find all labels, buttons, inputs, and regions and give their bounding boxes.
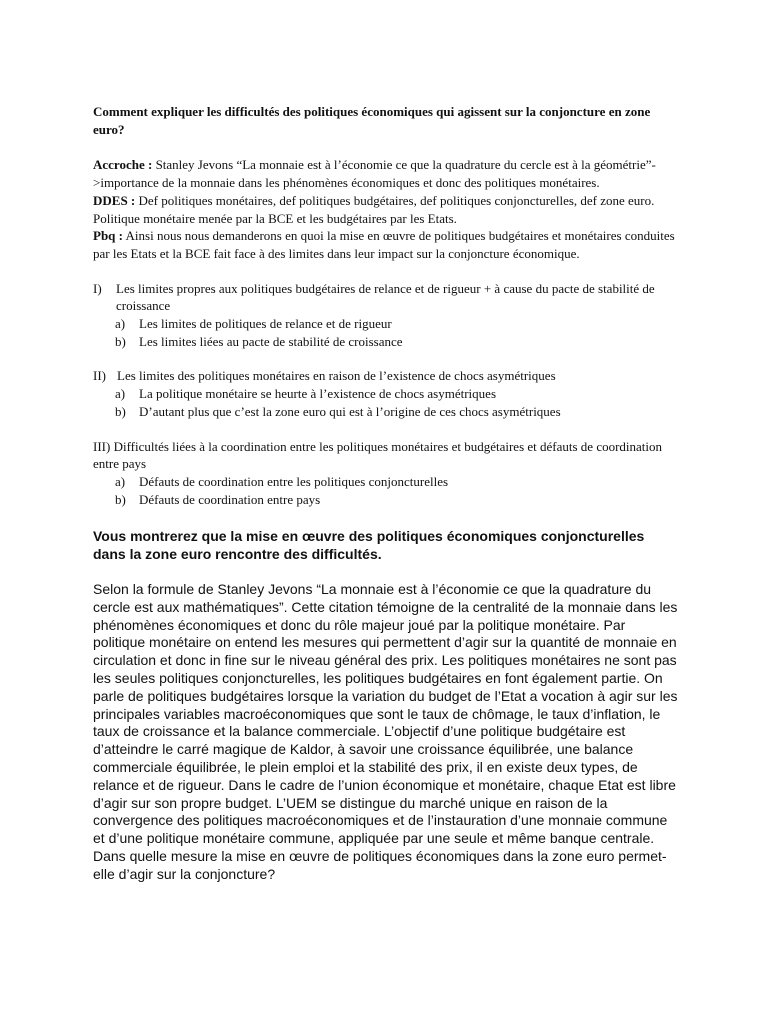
subpart-letter: a) [115, 386, 126, 402]
plan-subpart [93, 491, 678, 509]
plan-part-3: III) Difficultés liées à la coordination entre les politiques monétaires et budgétaires et défauts de coordination entre pays [93, 438, 663, 472]
problem-question: Dans quelle mesure la mise en œuvre de politiques économiques dans la zone euro permet-elle d’agir sur la conjoncture? [93, 847, 667, 882]
subpart-text: D’autant plus que c’est la zone euro qui est à l’origine de ces chocs asymétriques [139, 403, 561, 419]
subject-title: Vous montrerez que la mise en œuvre des politiques économiques conjoncturelles dans la zone euro rencontre des difficultés. [93, 528, 645, 563]
outline-section [93, 103, 678, 508]
introduction-section [93, 528, 678, 883]
subpart-text: La politique monétaire se heurte à l’existence de chocs asymétriques [139, 386, 496, 402]
part-title: Les limites des politiques monétaires en raison de l’existence de chocs asymétriques [117, 368, 556, 384]
document-title: Comment expliquer les difficultés des politiques économiques qui agissent sur la conjoncture en zone euro? [93, 104, 651, 137]
part-title: Les limites propres aux politiques budgétaires de relance et de rigueur + à cause du pacte de stabilité de croissance [116, 280, 655, 314]
document-page [93, 103, 678, 884]
introduction-paragraph: Selon la formule de Stanley Jevons “La monnaie est à l’économie ce que la quadrature du cercle est aux mathématiques”. Cette citation témoigne de la centralité de la monnaie dans les phénomènes économiques et donc du rôle majeur joué par la politique monétaire. Par politique monétaire on entend les mesures qui permettent d’agir sur la quantité de monnaie en circulation et donc in fine sur le niveau général des prix. Les politiques monétaires ne sont pas les seules politiques conjoncturelles, les politiques budgétaires en font également partie. On parle de politiques budgétaires lorsque la variation du budget de l’Etat a vocation à agir sur les principales variables macroéconomiques que sont le taux de chômage, le taux d’inflation, le taux de croissance et la balance commerciale. L’objectif d’une politique budgétaire est d’atteindre le carré magique de Kaldor, à savoir une croissance équilibrée, une balance commerciale équilibrée, le plein emploi et la stabilité des prix, il en existe deux types, de relance et de rigueur. Dans le cadre de l’union économique et monétaire, chaque Etat est libre d’agir sur son propre budget. L’UEM se distingue du marché unique en raison de la convergence des politiques macroéconomiques et de l’instauration d’une monnaie commune et d’une politique monétaire commune, appliquée par une seule et même banque centrale. [93, 580, 678, 847]
accroche-paragraph [93, 156, 678, 191]
plan-subpart [93, 403, 678, 421]
accroche-text: Stanley Jevons “La monnaie est à l’économie ce que la quadrature du cercle est à la géométrie”->importance de la monnaie dans les phénomènes économiques et donc des politiques monétaires. [93, 157, 656, 191]
subpart-text: Les limites liées au pacte de stabilité de croissance [139, 333, 403, 349]
plan-subpart [93, 333, 678, 351]
subpart-text: Défauts de coordination entre pays [139, 491, 321, 507]
ddes-paragraph [93, 192, 678, 227]
ddes-text: Def politiques monétaires, def politiques budgétaires, def politiques conjoncturelles, def zone euro. Politique monétaire menée par la BCE et les budgétaires par les Etats. [93, 192, 655, 226]
plan-subpart [93, 315, 678, 333]
plan-part-2 [93, 367, 678, 385]
pbq-text: Ainsi nous nous demanderons en quoi la mise en œuvre de politiques budgétaires et monétaires conduites par les Etats et la BCE fait face à des limites dans leur impact sur la conjoncture économique. [93, 228, 675, 261]
subpart-letter: b) [115, 491, 126, 507]
plan-subpart [93, 385, 678, 403]
pbq-label: Pbq : [93, 228, 123, 244]
pbq-paragraph [93, 227, 678, 262]
subpart-letter: b) [115, 403, 126, 419]
plan-subpart [93, 473, 678, 491]
subpart-text: Défauts de coordination entre les politiques conjoncturelles [139, 473, 449, 489]
accroche-label: Accroche : [93, 157, 153, 173]
part-number: I) [93, 280, 102, 296]
plan-part-1 [93, 280, 678, 315]
subpart-letter: a) [115, 316, 126, 332]
part-number: II) [93, 368, 106, 384]
subpart-letter: a) [115, 473, 126, 489]
ddes-label: DDES : [93, 192, 136, 208]
subpart-text: Les limites de politiques de relance et de rigueur [139, 316, 392, 332]
subpart-letter: b) [115, 333, 126, 349]
